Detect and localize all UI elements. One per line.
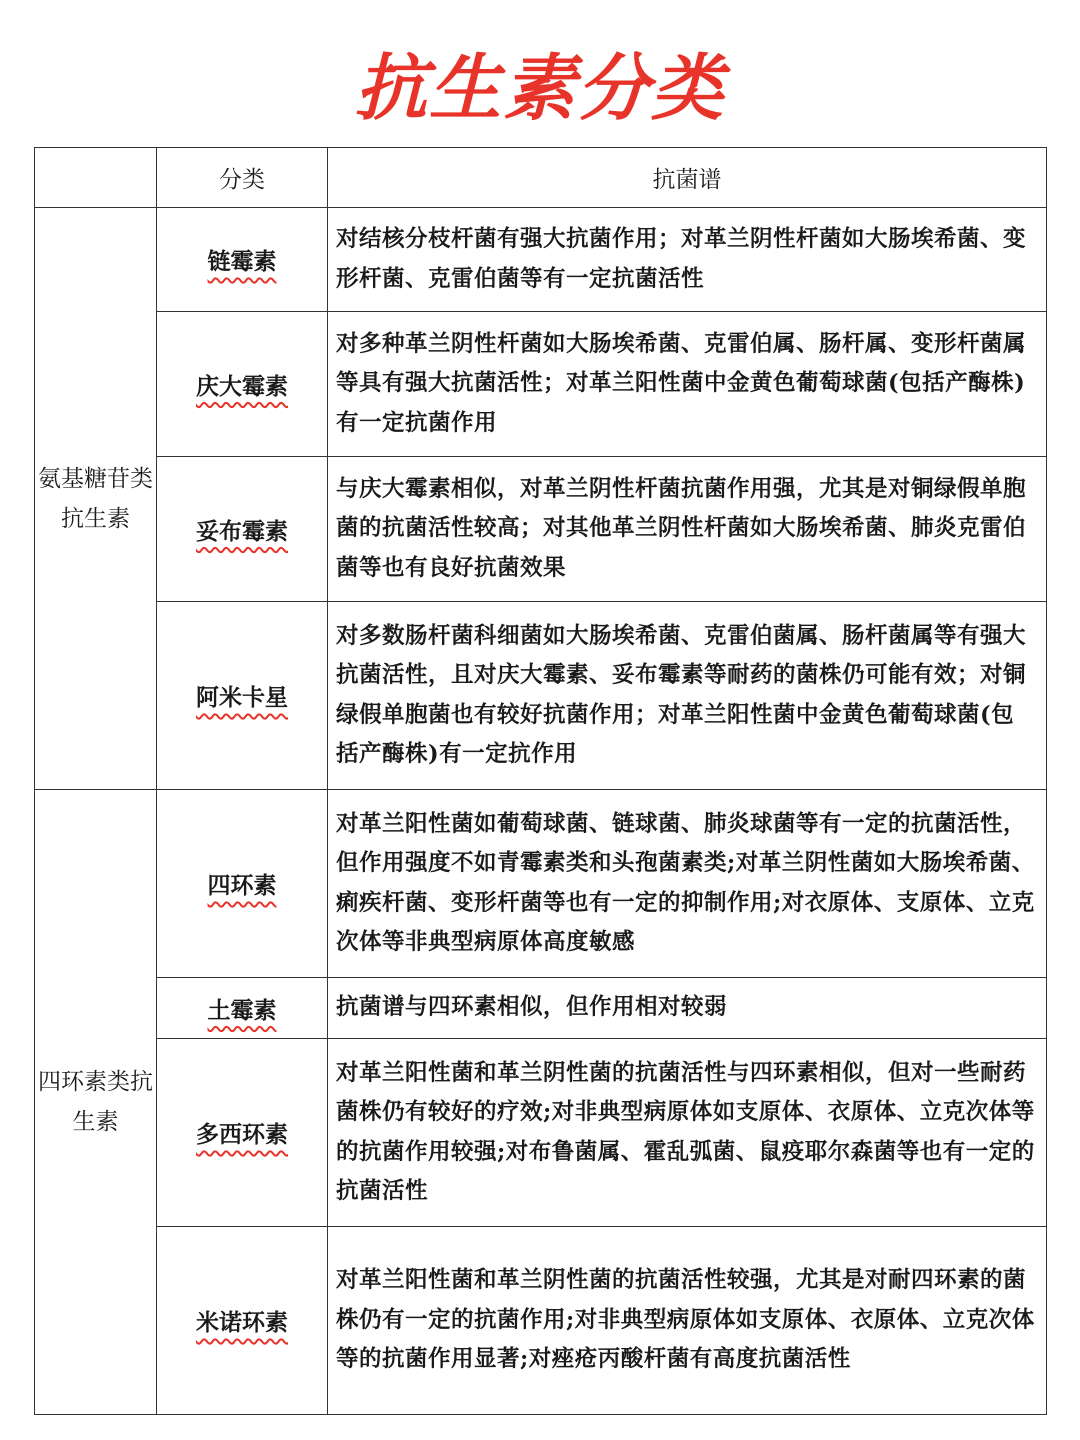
group-aminoglycoside: 氨基糖苷类抗生素 bbox=[35, 208, 157, 790]
spectrum-cell: 对结核分枝杆菌有强大抗菌作用；对革兰阴性杆菌如大肠埃希菌、变形杆菌、克雷伯菌等有一定抗菌活性 bbox=[328, 208, 1047, 312]
drug-name-cell bbox=[157, 602, 328, 790]
table-row bbox=[35, 457, 1047, 602]
table-row bbox=[35, 312, 1047, 457]
drug-name: 土霉素 bbox=[207, 997, 277, 1024]
drug-name: 妥布霉素 bbox=[196, 518, 288, 545]
spectrum-cell: 对革兰阳性菌如葡萄球菌、链球菌、肺炎球菌等有一定的抗菌活性，但作用强度不如青霉素类和头孢菌素类;对革兰阴性菌如大肠埃希菌、痢疾杆菌、变形杆菌等也有一定的抑制作用;对衣原体、支原体、立克次体等非典型病原体高度敏感 bbox=[328, 790, 1047, 978]
table-row bbox=[35, 978, 1047, 1039]
page-title: 抗生素分类 bbox=[354, 46, 725, 130]
table-row bbox=[35, 208, 1047, 312]
drug-name-cell bbox=[157, 1039, 328, 1227]
drug-name-cell bbox=[157, 457, 328, 602]
drug-name-cell bbox=[157, 1227, 328, 1415]
header-category: 分类 bbox=[157, 148, 328, 208]
drug-name: 链霉素 bbox=[207, 249, 277, 275]
header-group bbox=[35, 148, 157, 208]
group-tetracycline: 四环素类抗生素 bbox=[35, 790, 157, 1415]
table-row bbox=[35, 1039, 1047, 1227]
table-row bbox=[35, 1227, 1047, 1415]
drug-name-cell bbox=[157, 978, 328, 1039]
drug-name: 多西环素 bbox=[196, 1122, 288, 1148]
spectrum-cell: 抗菌谱与四环素相似，但作用相对较弱 bbox=[328, 978, 1047, 1039]
drug-name-cell bbox=[157, 312, 328, 457]
antibiotic-table bbox=[34, 147, 1047, 1415]
spectrum-cell: 对革兰阳性菌和革兰阴性菌的抗菌活性较强，尤其是对耐四环素的菌株仍有一定的抗菌作用;对非典型病原体如支原体、衣原体、立克次体等的抗菌作用显著;对痤疮丙酸杆菌有高度抗菌活性 bbox=[328, 1227, 1047, 1415]
drug-name-cell bbox=[157, 790, 328, 978]
spectrum-cell: 对多种革兰阴性杆菌如大肠埃希菌、克雷伯属、肠杆属、变形杆菌属等具有强大抗菌活性；对革兰阳性菌中金黄色葡萄球菌(包括产酶株)有一定抗菌作用 bbox=[328, 312, 1047, 457]
drug-name: 四环素 bbox=[207, 873, 277, 899]
spectrum-cell: 与庆大霉素相似，对革兰阴性杆菌抗菌作用强，尤其是对铜绿假单胞菌的抗菌活性较高；对其他革兰阴性杆菌如大肠埃希菌、肺炎克雷伯菌等也有良好抗菌效果 bbox=[328, 457, 1047, 602]
drug-name: 阿米卡星 bbox=[196, 685, 288, 711]
spectrum-cell: 对多数肠杆菌科细菌如大肠埃希菌、克雷伯菌属、肠杆菌属等有强大抗菌活性，且对庆大霉素、妥布霉素等耐药的菌株仍可能有效；对铜绿假单胞菌也有较好抗菌作用；对革兰阳性菌中金黄色葡萄球菌(包括产酶株)有一定抗作用 bbox=[328, 602, 1047, 790]
drug-name: 庆大霉素 bbox=[196, 373, 288, 400]
header-row bbox=[35, 148, 1047, 208]
header-spectrum: 抗菌谱 bbox=[328, 148, 1047, 208]
table-row bbox=[35, 602, 1047, 790]
drug-name: 米诺环素 bbox=[196, 1310, 288, 1336]
spectrum-cell: 对革兰阳性菌和革兰阴性菌的抗菌活性与四环素相似，但对一些耐药菌株仍有较好的疗效;对非典型病原体如支原体、衣原体、立克次体等的抗菌作用较强;对布鲁菌属、霍乱弧菌、鼠疫耶尔森菌等也有一定的抗菌活性 bbox=[328, 1039, 1047, 1227]
table-row bbox=[35, 790, 1047, 978]
drug-name-cell bbox=[157, 208, 328, 312]
